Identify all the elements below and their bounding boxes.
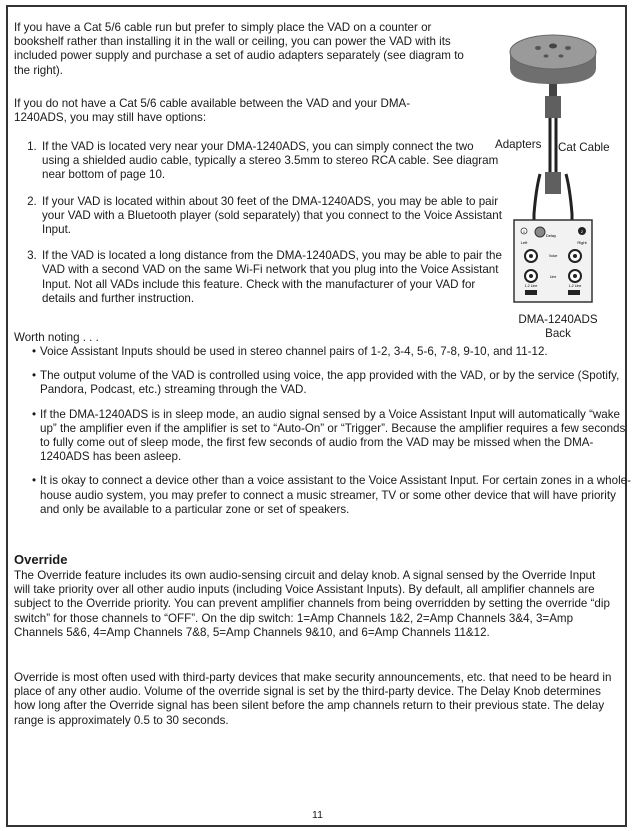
adapters-label: Adapters — [495, 138, 542, 151]
override-heading: Override — [14, 552, 68, 567]
diagram-illustration — [488, 24, 628, 344]
page-number: 11 — [312, 809, 323, 821]
worth-noting-label: Worth noting . . . — [14, 331, 99, 344]
dip-switch-icon — [568, 290, 580, 295]
svg-text:1-2 Line: 1-2 Line — [568, 284, 582, 288]
vad-connection-diagram — [488, 24, 628, 344]
no-cable-paragraph: If you do not have a Cat 5/6 cable available between the VAD and your DMA-1240ADS, you may still have options: — [14, 97, 411, 125]
power-cable-stub — [549, 84, 557, 96]
svg-text:1: 1 — [522, 229, 526, 234]
svg-text:2: 2 — [580, 229, 584, 234]
model-caption — [513, 313, 603, 341]
note-item: • It is okay to connect a device other than a voice assistant to the Voice Assistant Input. For certain zones in a whole-house audio system, you may prefer to connect a music streamer, TV or some other device that will have priority and only be available to a particular zone or set of speakers. — [32, 474, 632, 517]
note-item: • The output volume of the VAD is controlled using voice, the app provided with the VAD, or by the service (Spotify, Pandora, Podcast, etc.) streaming through the VAD. — [32, 369, 632, 397]
note-item: • Voice Assistant Inputs should be used in stereo channel pairs of 1-2, 3-4, 5-6, 7-8, 9-10, and 11-12. — [32, 345, 632, 359]
svg-text:Voice: Voice — [548, 254, 558, 258]
svg-text:Line: Line — [549, 275, 557, 279]
option-item: 1. If the VAD is located very near your DMA-1240ADS, you can simply connect the two using a shielded audio cable, typically a stereo 3.5mm to stereo RCA cable. See diagram near bottom of page 10. — [40, 140, 502, 183]
note-item: • If the DMA-1240ADS is in sleep mode, an audio signal sensed by a Voice Assistant Input will automatically “wake up” the amplifier even if the amplifier is set to “Auto-On” or “Trigger”. Because the amplifier requires a few seconds to fully come out of sleep mode, the first few seconds of audio from the VAD may be missed when the DMA-1240ADS has been asleep. — [32, 408, 632, 465]
svg-text:1-2 Line: 1-2 Line — [524, 284, 538, 288]
vad-speaker-icon — [510, 35, 596, 84]
intro-paragraph: If you have a Cat 5/6 cable run but prefer to simply place the VAD on a counter or bookshelf rather than installing it in the wall or ceiling, you can power the VAD with its included power supply and purchase a set of audio adapters separately (see diagram to the right). — [14, 21, 464, 77]
svg-text:Left: Left — [520, 240, 528, 245]
option-item: 2. If your VAD is located within about 30 feet of the DMA-1240ADS, you may be able to pair your VAD with a Bluetooth player (sold separately) that you connect to the Voice Assistant Input. — [40, 195, 502, 238]
override-paragraph-2: Override is most often used with third-party devices that make security announcements, etc. that need to be heard in place of any other audio. Volume of the override signal is set by the third-party device. The Delay Knob determines how long after the Override signal has been silent before the amp channels return to their previous state. The delay range is approximately 0.5 to 30 seconds. — [14, 671, 612, 727]
notes-list — [14, 345, 632, 527]
delay-knob-icon — [535, 227, 545, 237]
dip-switch-icon — [525, 290, 537, 295]
override-paragraph-1: The Override feature includes its own audio-sensing circuit and delay knob. A signal sensed by the Override Input will take priority over all other audio inputs (including Voice Assistant Inputs). By default, all amplifier channels are subject to the Override priority. You can prevent amplifier channels from being overridden by setting the override “dip switch” for those channels to “OFF”. On the dip switch: 1=Amp Channels 1&2, 2=Amp Channels 3&4, 3=Amp Channels 5&6, 4=Amp Channels 7&8, 5=Amp Channels 9&10, and 6=Amp Channels 11&12. — [14, 569, 610, 639]
adapter-top-icon — [545, 96, 561, 118]
adapter-bottom-icon — [545, 172, 561, 194]
option-item: 3. If the VAD is located a long distance from the DMA-1240ADS, you may be able to pair the VAD with a second VAD on the same Wi-Fi network that you plug into the Voice Assistant Input. Not all VADs include this feature. Check with the manufacturer of your VAD for details and further instruction. — [40, 249, 502, 306]
model-subtitle: Back — [545, 327, 571, 340]
svg-text:Right: Right — [577, 240, 587, 245]
cat-cable-label: Cat Cable — [558, 141, 610, 154]
options-list — [14, 140, 502, 318]
svg-text:Delay: Delay — [545, 233, 557, 238]
model-name: DMA-1240ADS — [518, 313, 598, 326]
